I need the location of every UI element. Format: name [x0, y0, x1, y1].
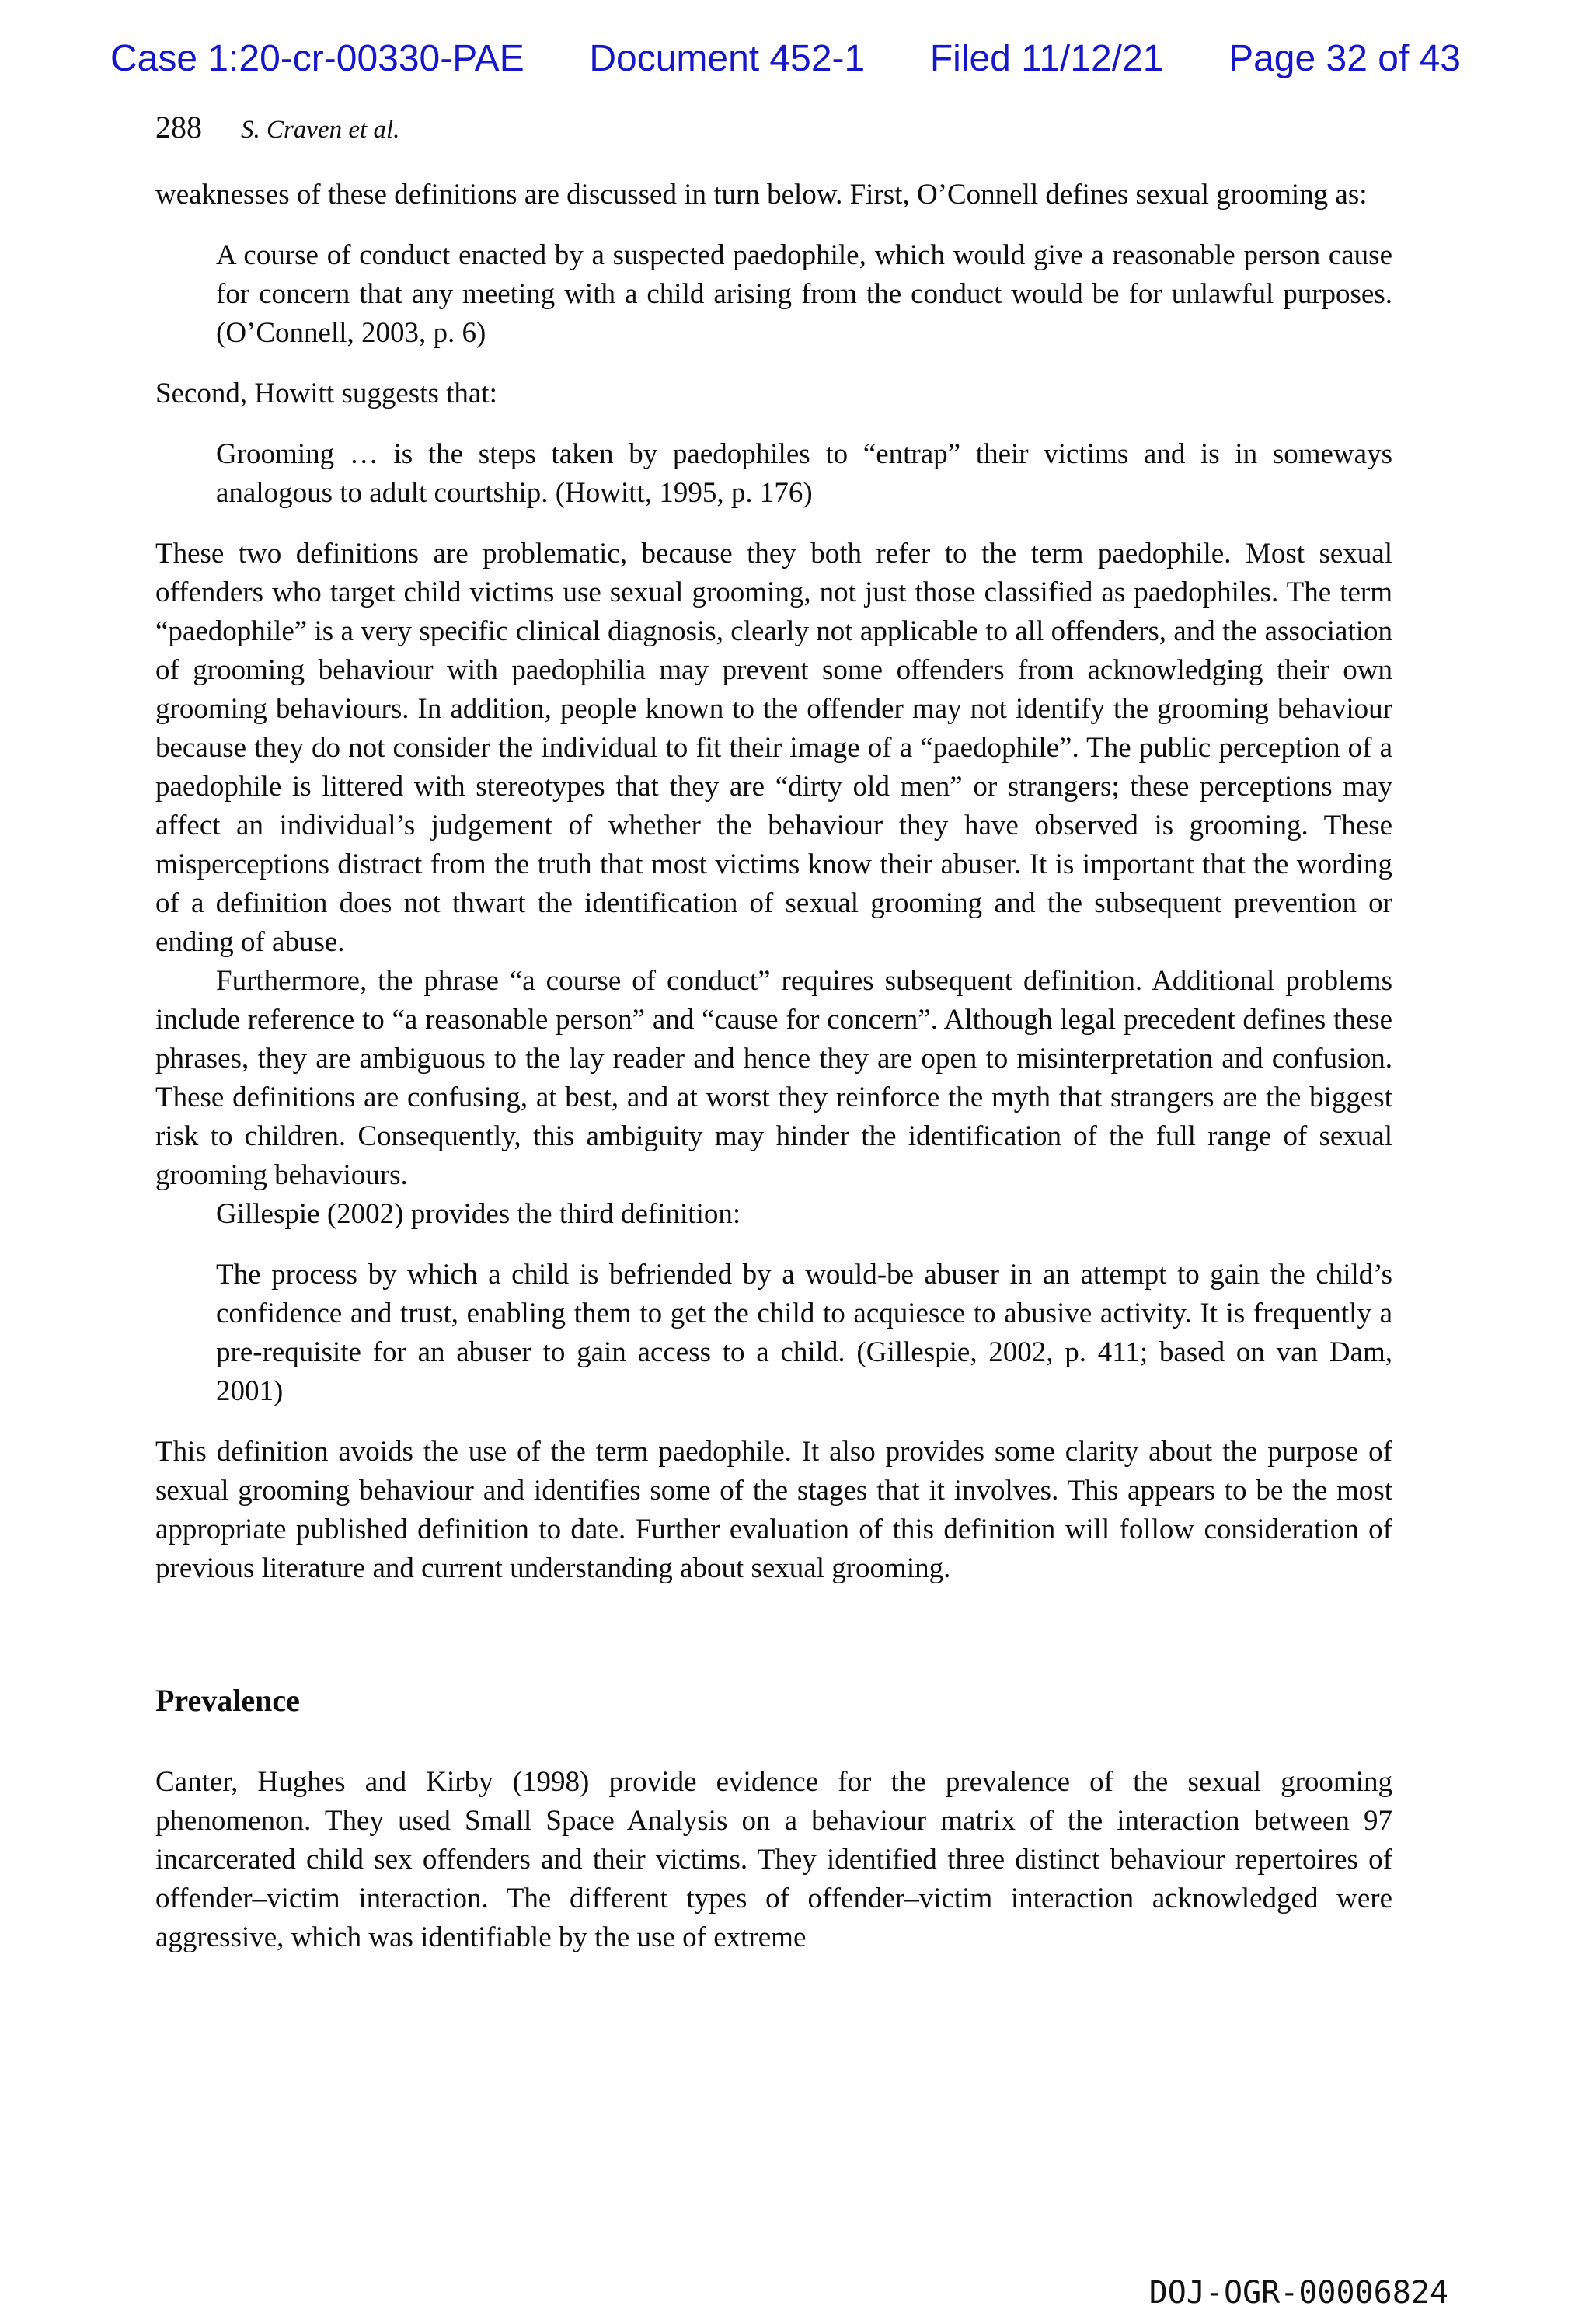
paragraph-canter: Canter, Hughes and Kirby (1998) provide evidence for the prevalence of the sexual grooming phenomenon. They used Small Space Analysis on a behaviour matrix of the interaction between 97 incarcerated child sex offenders and their victims. They identified three distinct behaviour repertoires of offender–victim interaction. The different types of offender–victim interaction acknowledged were aggressive, which was identifiable by the use of extreme — [155, 1766, 1392, 1953]
journal-page-number: 288 — [155, 110, 202, 145]
running-header — [155, 109, 399, 145]
paragraph-definition-avoids: This definition avoids the use of the term paedophile. It also provides some clarity about the purpose of sexual grooming behaviour and identifies some of the stages that it involves. This appears to be the most appropriate published definition to date. Further evaluation of this definition will follow consideration of previous literature and current understanding about sexual grooming. — [155, 1436, 1392, 1584]
section-heading-prevalence: Prevalence — [155, 1683, 300, 1718]
page-indicator: Page 32 of 43 — [1228, 38, 1461, 79]
blockquote-oconnell: A course of conduct enacted by a suspected paedophile, which would give a reasonable person cause for concern that any meeting with a child arising from the conduct would be for unlawful purposes. (O’Connell, 2003, p. 6) — [216, 239, 1392, 349]
bates-number: DOJ-OGR-00006824 — [1148, 2275, 1448, 2311]
blockquote-gillespie: The process by which a child is befriended by a would-be abuser in an attempt to gain the child’s confidence and trust, enabling them to get the child to acquiesce to abusive activity. It is frequently a pre-requisite for an abuser to gain access to a child. (Gillespie, 2002, p. 411; based on van Dam, 2001) — [216, 1259, 1392, 1407]
paragraph-second-howitt: Second, Howitt suggests that: — [155, 378, 497, 409]
document-number: Document 452-1 — [589, 38, 866, 79]
blockquote-howitt: Grooming … is the steps taken by paedophiles to “entrap” their victims and is in someways analogous to adult courtship. (Howitt, 1995, p. 176) — [216, 438, 1392, 509]
paragraph-furthermore: Furthermore, the phrase “a course of conduct” requires subsequent definition. Additional problems include reference to “a reasonable person” and “cause for concern”. Although legal precedent defines these phrases, they are ambiguous to the lay reader and hence they are open to misinterpretation and confusion. These definitions are confusing, at best, and at worst they reinforce the myth that strangers are the biggest risk to children. Consequently, this ambiguity may hinder the identification of the full range of sexual grooming behaviours. — [155, 965, 1392, 1191]
paragraph-intro: weaknesses of these definitions are discussed in turn below. First, O’Connell defines sexual grooming as: — [155, 179, 1368, 211]
paragraph-problematic: These two definitions are problematic, because they both refer to the term paedophile. Most sexual offenders who target child victims use sexual grooming, not just those classified as paedophiles. The term “paedophile” is a very specific clinical diagnosis, clearly not applicable to all offenders, and the association of grooming behaviour with paedophilia may prevent some offenders from acknowledging their own grooming behaviours. In addition, people known to the offender may not identify the grooming behaviour because they do not consider the individual to fit their image of a “paedophile”. The public perception of a paedophile is littered with stereotypes that they are “dirty old men” or strangers; these perceptions may affect an individual’s judgement of whether the behaviour they have observed is grooming. These misperceptions distract from the truth that most victims know their abuser. It is important that the wording of a definition does not thwart the identification of sexual grooming and the subsequent prevention or ending of abuse. — [155, 538, 1392, 958]
running-authors: S. Craven et al. — [241, 116, 400, 144]
case-number: Case 1:20-cr-00330-PAE — [110, 38, 524, 79]
filed-date: Filed 11/12/21 — [929, 38, 1164, 79]
article-body — [155, 176, 1392, 1957]
court-filing-stamp — [110, 39, 1461, 79]
paragraph-gillespie-intro: Gillespie (2002) provides the third definition: — [216, 1198, 741, 1230]
